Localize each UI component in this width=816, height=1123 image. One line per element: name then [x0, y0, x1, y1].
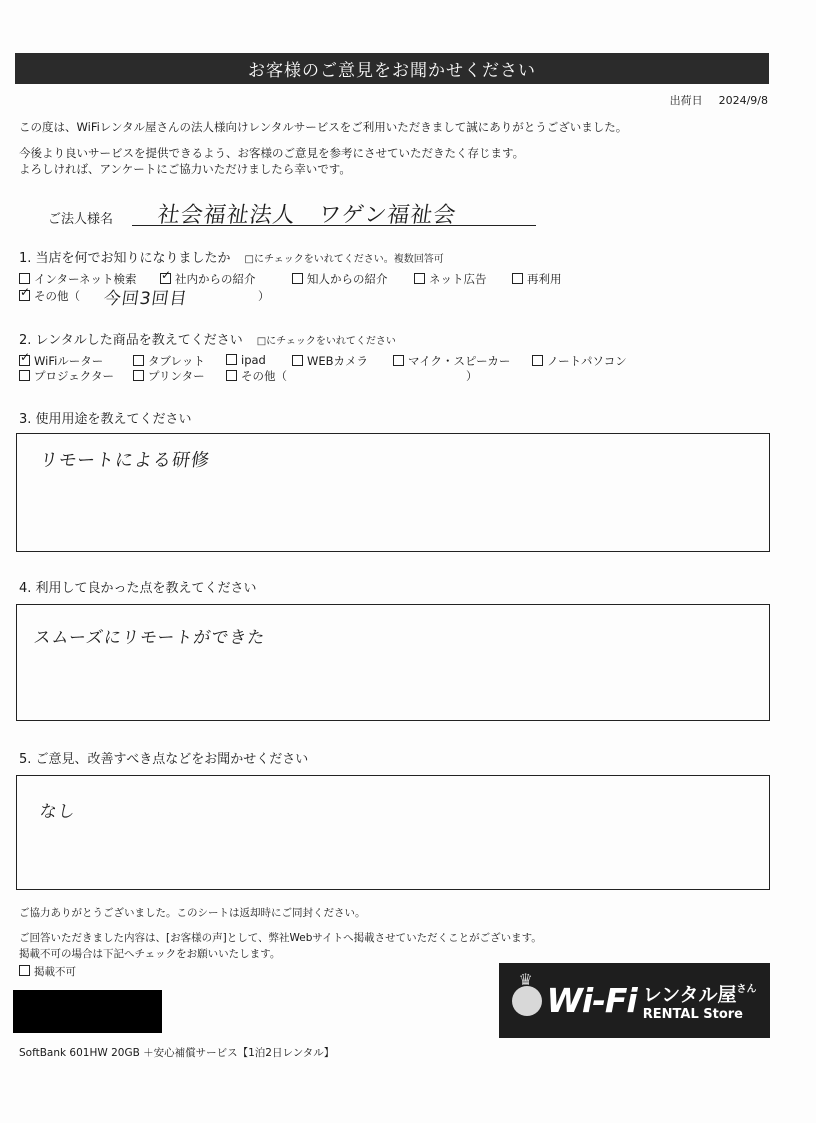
checkbox[interactable]: [133, 370, 144, 381]
checkbox-checked[interactable]: [160, 273, 171, 284]
q4-title: 4. 利用して良かった点を教えてください: [19, 581, 257, 596]
checkbox[interactable]: [19, 370, 30, 381]
q1-option-3[interactable]: ネット広告: [414, 271, 487, 287]
mascot-icon: [512, 986, 542, 1016]
checkbox[interactable]: [414, 273, 425, 284]
checkbox[interactable]: [292, 273, 303, 284]
q1-title-text: 1. 当店を何でお知りになりましたか: [19, 251, 231, 266]
checkbox-checked[interactable]: [19, 290, 30, 301]
customer-name-label: ご法人様名: [48, 212, 114, 227]
q2-option-5[interactable]: ノートパソコン: [532, 353, 627, 369]
product-line: SoftBank 601HW 20GB ＋安心補償サービス【1泊2日レンタル】: [19, 1047, 335, 1059]
q2-option-7[interactable]: プリンター: [133, 368, 205, 384]
q1-option-2[interactable]: 知人からの紹介: [292, 271, 388, 287]
checkbox[interactable]: [226, 370, 237, 381]
q1-other-value[interactable]: 今回3回目: [102, 289, 189, 309]
q1-option-1[interactable]: ✓ 社内からの紹介: [160, 271, 256, 287]
checkbox[interactable]: [393, 355, 404, 366]
checkbox[interactable]: [292, 355, 303, 366]
ship-date-value: 2024/9/8: [718, 94, 768, 107]
q2-option-1[interactable]: タブレット: [133, 353, 205, 369]
checkbox-checked[interactable]: [19, 355, 30, 366]
q1-option-other[interactable]: ✓その他（: [19, 288, 80, 304]
q5-answer-box[interactable]: [16, 775, 770, 890]
checkbox[interactable]: [226, 354, 237, 365]
ship-date-label: 出荷日: [669, 94, 703, 107]
intro-line-2: 今後より良いサービスを提供できるよう、お客様のご意見を参考にさせていただきたく存じます。: [19, 146, 525, 160]
checkbox[interactable]: [19, 965, 30, 976]
q5-title: 5. ご意見、改善すべき点などをお聞かせください: [19, 752, 309, 767]
intro-line-1: この度は、WiFiレンタル屋さんの法人様向けレンタルサービスをご利用いただきまして誠にありがとうございました。: [19, 120, 628, 134]
redaction-block: [13, 990, 162, 1033]
footer-publish-1: ご回答いただきました内容は、[お客様の声]として、弊社Webサイトへ掲載させていただくことがございます。: [19, 932, 542, 944]
q2-hint: □にチェックをいれてください: [256, 336, 396, 347]
q2-title-text: 2. レンタルした商品を教えてください: [19, 333, 243, 348]
logo-jp-text: レンタル屋$^{さん}$: [642, 983, 757, 1006]
q4-answer-box[interactable]: [16, 604, 770, 721]
ship-date: [670, 92, 768, 108]
q2-option-6[interactable]: プロジェクター: [19, 368, 114, 384]
footer-thanks: ご協力ありがとうございました。このシートは返却時にご同封ください。: [19, 907, 366, 919]
q2-option-3[interactable]: WEBカメラ: [292, 353, 368, 369]
q2-title: [19, 329, 396, 348]
page-title: お客様のご意見をお聞かせください: [15, 53, 769, 84]
q2-option-0[interactable]: ✓WiFiルーター: [19, 353, 103, 369]
q2-option-other[interactable]: その他（: [226, 368, 287, 384]
q1-title: [19, 247, 444, 266]
customer-name-value[interactable]: 社会福祉法人 ワゲン福祉会: [155, 203, 459, 228]
no-publish-option[interactable]: 掲載不可: [19, 964, 76, 979]
checkbox[interactable]: [512, 273, 523, 284]
checkbox[interactable]: [19, 273, 30, 284]
footer-publish-2: 掲載不可の場合は下記へチェックをお願いいたします。: [19, 948, 281, 960]
q3-title: 3. 使用用途を教えてください: [19, 412, 192, 427]
q1-hint: □にチェックをいれてください。複数回答可: [244, 254, 444, 265]
brand-logo: [499, 963, 770, 1038]
checkbox[interactable]: [532, 355, 543, 366]
intro-line-3: よろしければ、アンケートにご協力いただけましたら幸いです。: [19, 162, 351, 176]
q2-option-4[interactable]: マイク・スピーカー: [393, 353, 510, 369]
q2-option-2[interactable]: ipad: [226, 353, 266, 367]
q1-option-4[interactable]: 再利用: [512, 271, 562, 287]
q2-other-close: ）: [466, 369, 478, 383]
logo-wifi-text: Wi-Fi: [546, 981, 637, 1020]
q1-option-0[interactable]: インターネット検索: [19, 271, 136, 287]
checkbox[interactable]: [133, 355, 144, 366]
q1-other-close: ）: [258, 289, 270, 303]
logo-en-text: RENTAL Store: [642, 1006, 743, 1022]
q3-answer[interactable]: リモートによる研修: [38, 450, 212, 471]
q5-answer[interactable]: なし: [38, 802, 78, 822]
q4-answer[interactable]: スムーズにリモートができた: [32, 628, 267, 648]
